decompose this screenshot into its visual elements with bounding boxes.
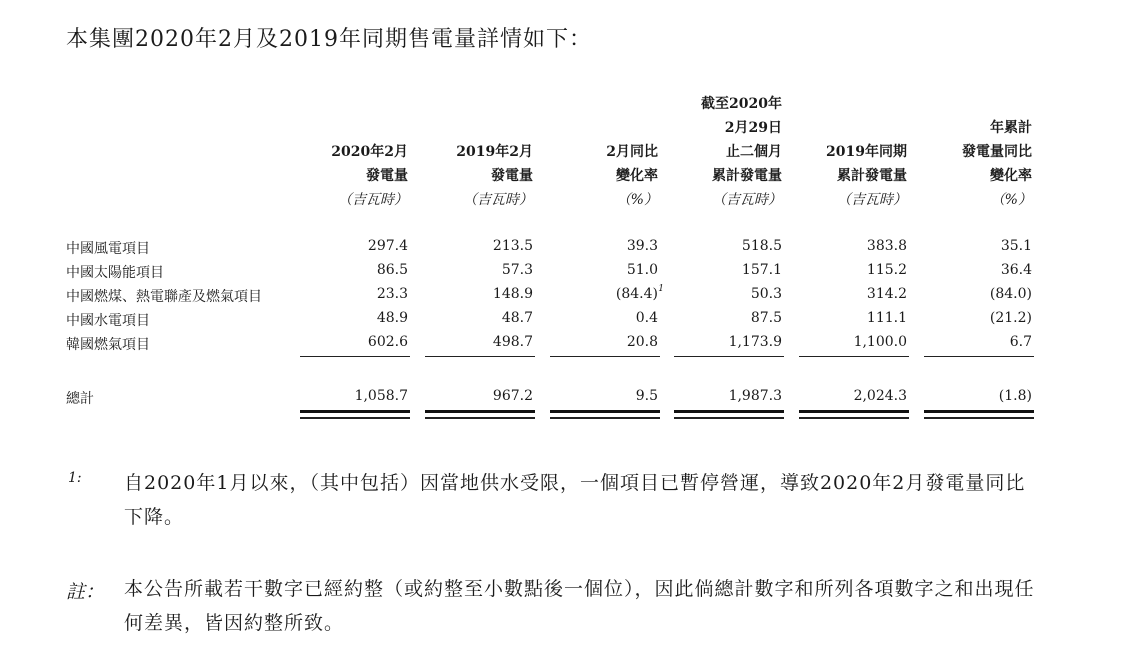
table-cell: 115.2 (866, 262, 907, 278)
note-label: 註： (66, 581, 105, 603)
subtotal-rule (550, 356, 660, 357)
table-cell: 1,173.9 (728, 334, 782, 350)
col-header-line: 發電量 (366, 168, 408, 184)
footnote-text: 自2020年1月以來，（其中包括）因當地供水受限，一個項目已暫停營運，導致2020年2月發電量同比下降。 (124, 472, 1026, 528)
col-header-unit: （吉瓦時） (712, 192, 782, 208)
table-cell: 48.7 (501, 310, 533, 326)
total-rule-bottom (799, 417, 909, 419)
table-cell: 6.7 (1009, 334, 1032, 350)
col-header-line: 變化率 (990, 168, 1032, 184)
col-header-line: 變化率 (616, 168, 658, 184)
total-rule-top (674, 410, 784, 413)
table-cell: 314.2 (866, 286, 907, 302)
table-cell-with-footnote (615, 284, 664, 302)
total-rule-top (799, 410, 909, 413)
table-cell: (84.0) (989, 286, 1032, 302)
table-cell: 87.5 (750, 310, 782, 326)
row-label-solar: 中國太陽能項目 (66, 265, 164, 281)
total-rule-bottom (550, 417, 660, 419)
subtotal-rule (924, 356, 1034, 357)
table-cell: 602.6 (367, 334, 408, 350)
subtotal-rule (674, 356, 784, 357)
col-header-unit: （吉瓦時） (837, 192, 907, 208)
row-label-wind: 中國風電項目 (66, 241, 150, 257)
total-cell: 1,987.3 (728, 388, 782, 404)
col-header-line: 發電量 (491, 168, 533, 184)
col-header-ytd-2020 (701, 92, 782, 212)
total-rule-top (425, 410, 535, 413)
table-cell: 0.4 (635, 310, 658, 326)
total-cell: 2,024.3 (853, 388, 907, 404)
footnote-marker: 1 (658, 284, 664, 294)
total-cell: 1,058.7 (354, 388, 408, 404)
table-cell: 148.9 (492, 286, 533, 302)
total-rule-bottom (425, 417, 535, 419)
col-header-unit: （吉瓦時） (338, 192, 408, 208)
row-label-total: 總計 (66, 391, 94, 407)
col-header-line: 2019年同期 (826, 144, 907, 160)
table-cell-value: (84.4) (615, 286, 658, 302)
table-cell: 51.0 (626, 262, 658, 278)
col-header-unit: （吉瓦時） (463, 192, 533, 208)
footnote-mark: 1: (68, 470, 82, 486)
col-header-ytd-yoy (962, 116, 1032, 212)
col-header-line: 2月同比 (606, 144, 658, 160)
table-cell: 111.1 (866, 310, 907, 326)
table-cell: 39.3 (626, 238, 658, 254)
col-header-line: 2019年2月 (456, 144, 533, 160)
col-header-line: 2月29日 (724, 120, 782, 136)
row-label-korea-gas: 韓國燃氣項目 (66, 337, 150, 353)
col-header-feb-2020 (331, 140, 408, 212)
row-label-hydro: 中國水電項目 (66, 313, 150, 329)
table-cell: 86.5 (376, 262, 408, 278)
table-cell: 157.1 (741, 262, 782, 278)
table-cell: 1,100.0 (853, 334, 907, 350)
subtotal-rule (300, 356, 410, 357)
table-cell: 383.8 (866, 238, 907, 254)
total-rule-bottom (300, 417, 410, 419)
subtotal-rule (799, 356, 909, 357)
table-cell: 23.3 (376, 286, 408, 302)
total-rule-top (924, 410, 1034, 413)
col-header-line: 年累計 (990, 120, 1032, 136)
total-rule-bottom (674, 417, 784, 419)
subtotal-rule (425, 356, 535, 357)
table-cell: 498.7 (492, 334, 533, 350)
table-cell: (21.2) (989, 310, 1032, 326)
table-cell: 297.4 (367, 238, 408, 254)
col-header-unit: （%） (990, 192, 1032, 208)
total-rule-bottom (924, 417, 1034, 419)
table-cell: 518.5 (741, 238, 782, 254)
table-cell: 213.5 (492, 238, 533, 254)
col-header-ytd-2019 (826, 140, 907, 212)
total-cell: 967.2 (492, 388, 533, 404)
row-label-coal-chp-gas: 中國燃煤、熱電聯產及燃氣項目 (66, 289, 262, 305)
page-title: 本集團2020年2月及2019年同期售電量詳情如下： (66, 27, 592, 52)
col-header-feb-2019 (456, 140, 533, 212)
col-header-unit: （%） (616, 192, 658, 208)
col-header-feb-yoy (606, 140, 658, 212)
col-header-line: 截至2020年 (701, 96, 782, 112)
col-header-line: 累計發電量 (712, 168, 782, 184)
col-header-line: 止二個月 (726, 144, 782, 160)
table-cell: 20.8 (626, 334, 658, 350)
table-cell: 50.3 (750, 286, 782, 302)
table-cell: 48.9 (376, 310, 408, 326)
total-rule-top (300, 410, 410, 413)
table-cell: 36.4 (1000, 262, 1032, 278)
total-rule-top (550, 410, 660, 413)
table-cell: 35.1 (1000, 238, 1032, 254)
note-text: 本公告所載若干數字已經約整（或約整至小數點後一個位），因此倘總計數字和所列各項數字之和出現任何差異，皆因約整所致。 (124, 578, 1035, 634)
col-header-line: 累計發電量 (837, 168, 907, 184)
table-cell: 57.3 (501, 262, 533, 278)
col-header-line: 2020年2月 (331, 144, 408, 160)
col-header-line: 發電量同比 (962, 144, 1032, 160)
total-cell: 9.5 (635, 388, 658, 404)
total-cell: (1.8) (998, 388, 1032, 404)
